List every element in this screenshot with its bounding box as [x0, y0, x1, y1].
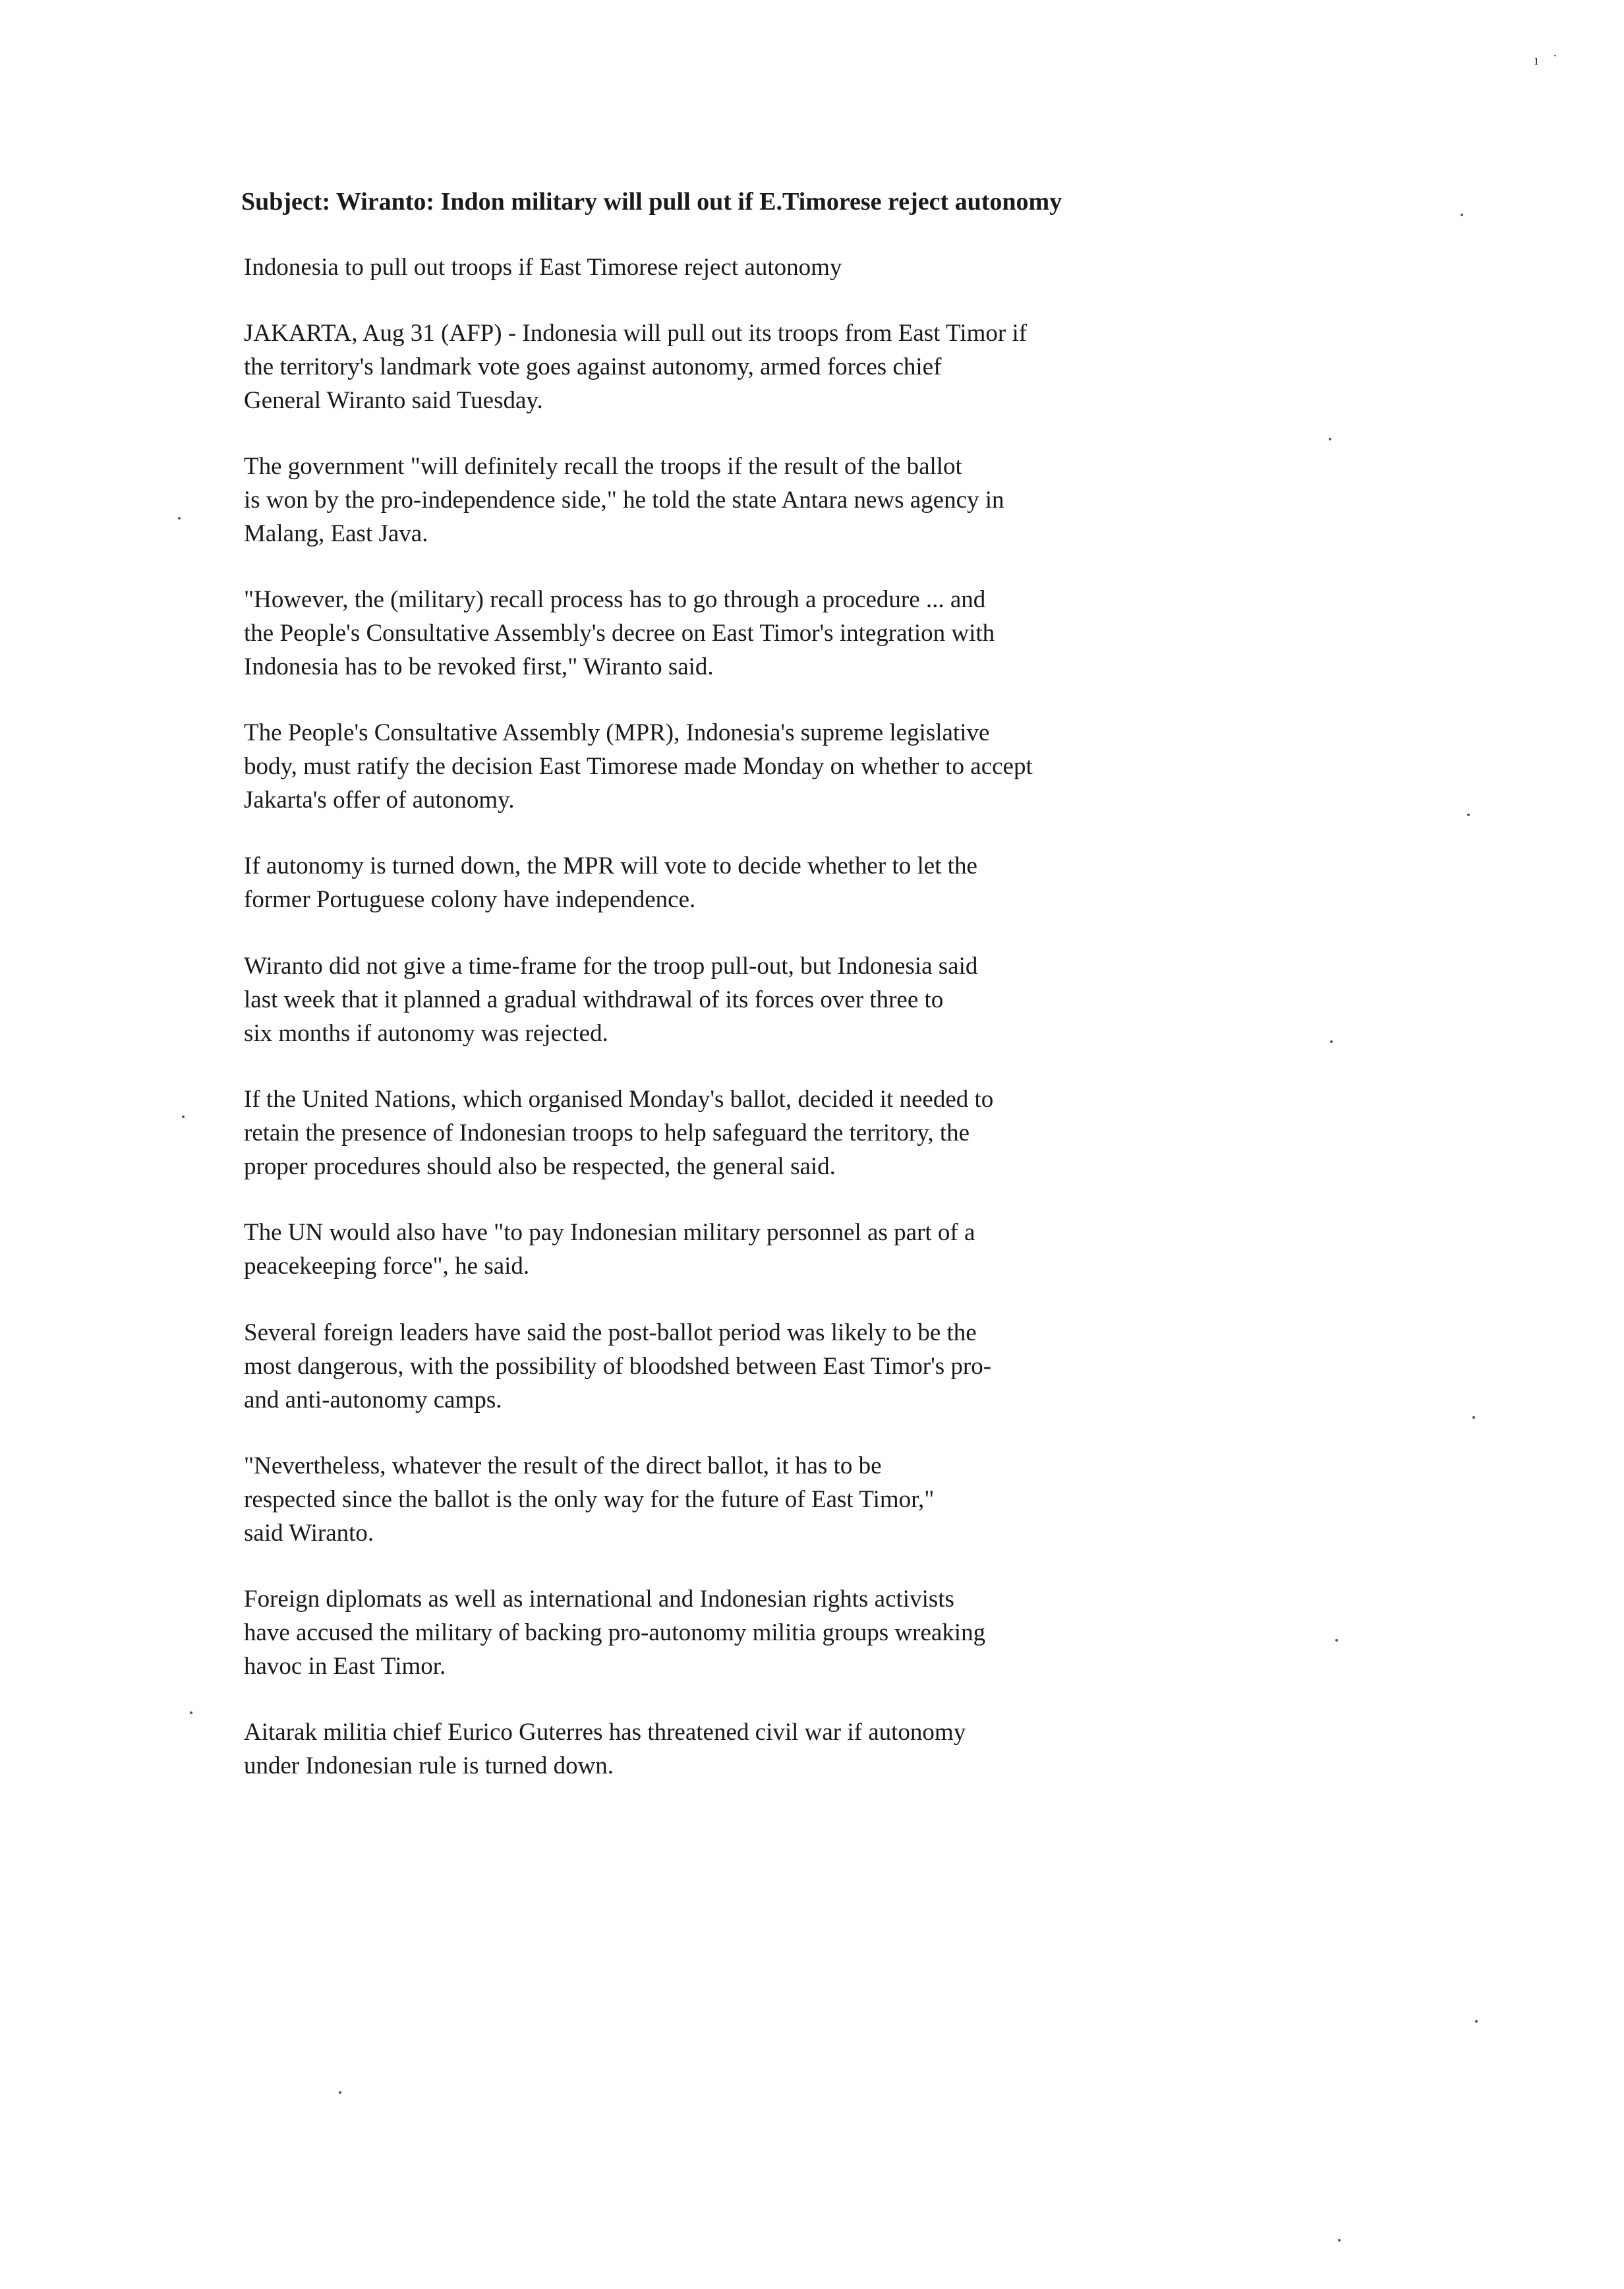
paragraph — [244, 1316, 1167, 1417]
paragraph-line: body, must ratify the decision East Timorese made Monday on whether to accept — [244, 753, 1033, 780]
scan-speck — [1467, 814, 1470, 816]
paragraph-line: "However, the (military) recall process has to go through a procedure ... and — [244, 586, 986, 613]
subject-line: Subject: Wiranto: Indon military will pull out if E.Timorese reject autonomy — [241, 188, 1062, 216]
paragraph-line: "Nevertheless, whatever the result of the direct ballot, it has to be — [244, 1452, 882, 1479]
paragraph-line: Foreign diplomats as well as international and Indonesian rights activists — [244, 1586, 954, 1613]
paragraph-line: is won by the pro-independence side," he told the state Antara news agency in — [244, 487, 1004, 514]
paragraph — [244, 949, 1167, 1050]
paragraph — [244, 316, 1167, 417]
paragraph-line: under Indonesian rule is turned down. — [244, 1752, 614, 1779]
scan-speck — [182, 1115, 185, 1118]
paragraph — [244, 849, 1167, 916]
paragraph-headline — [244, 251, 1167, 284]
paragraph-line: If autonomy is turned down, the MPR will vote to decide whether to let the — [244, 852, 977, 879]
paragraph-line: havoc in East Timor. — [244, 1653, 446, 1680]
corner-mark: ı ˙ — [1534, 51, 1563, 68]
paragraph-line: If the United Nations, which organised Monday's ballot, decided it needed to — [244, 1086, 994, 1113]
paragraph — [244, 450, 1167, 550]
scan-speck — [1475, 2020, 1478, 2023]
paragraph — [244, 716, 1167, 817]
paragraph-line: Several foreign leaders have said the post-ballot period was likely to be the — [244, 1319, 977, 1346]
paragraph-line: Indonesia to pull out troops if East Timorese reject autonomy — [244, 254, 842, 281]
scan-speck — [1330, 1040, 1333, 1043]
paragraph-line: most dangerous, with the possibility of bloodshed between East Timor's pro- — [244, 1353, 992, 1380]
scan-speck — [190, 1711, 192, 1714]
paragraph-line: former Portuguese colony have independence. — [244, 886, 696, 913]
scan-speck — [339, 2091, 341, 2094]
scan-speck — [1335, 1639, 1338, 1642]
paragraph-line: peacekeeping force", he said. — [244, 1253, 530, 1280]
scan-speck — [1472, 1416, 1475, 1419]
paragraph-line: Malang, East Java. — [244, 520, 428, 547]
paragraph-line: last week that it planned a gradual withdrawal of its forces over three to — [244, 986, 944, 1013]
paragraph — [244, 1449, 1167, 1550]
scan-speck — [1461, 214, 1463, 216]
paragraph-line: Aitarak militia chief Eurico Guterres has threatened civil war if autonomy — [244, 1719, 966, 1746]
scan-speck — [1338, 2239, 1341, 2242]
paragraph-line: Indonesia has to be revoked first," Wiranto said. — [244, 653, 714, 680]
paragraph-line: The People's Consultative Assembly (MPR), Indonesia's supreme legislative — [244, 719, 990, 746]
paragraph — [244, 1715, 1167, 1783]
scan-speck — [1329, 438, 1331, 440]
paragraph-line: the People's Consultative Assembly's decree on East Timor's integration with — [244, 620, 995, 647]
paragraph-line: Jakarta's offer of autonomy. — [244, 787, 515, 814]
paragraph-line: General Wiranto said Tuesday. — [244, 387, 543, 414]
scan-speck — [178, 517, 181, 520]
paragraph-line: Wiranto did not give a time-frame for the troop pull-out, but Indonesia said — [244, 953, 978, 980]
paragraph-line: proper procedures should also be respected, the general said. — [244, 1153, 836, 1180]
paragraph-line: The government "will definitely recall the troops if the result of the ballot — [244, 453, 962, 480]
paragraph-line: retain the presence of Indonesian troops to help safeguard the territory, the — [244, 1119, 970, 1146]
paragraph-line: the territory's landmark vote goes against autonomy, armed forces chief — [244, 353, 942, 380]
paragraph — [244, 1216, 1167, 1283]
paragraph — [244, 1582, 1167, 1683]
paragraph — [244, 583, 1167, 684]
paragraph-line: The UN would also have "to pay Indonesian military personnel as part of a — [244, 1219, 975, 1246]
paragraph-line: said Wiranto. — [244, 1520, 374, 1547]
paragraph-line: respected since the ballot is the only way for the future of East Timor," — [244, 1486, 935, 1513]
paragraph-line: have accused the military of backing pro-autonomy militia groups wreaking — [244, 1619, 986, 1646]
paragraph-line: six months if autonomy was rejected. — [244, 1020, 608, 1047]
paragraph-line: and anti-autonomy camps. — [244, 1386, 502, 1413]
paragraph-line: JAKARTA, Aug 31 (AFP) - Indonesia will pull out its troops from East Timor if — [244, 320, 1028, 347]
paragraph — [244, 1083, 1167, 1183]
